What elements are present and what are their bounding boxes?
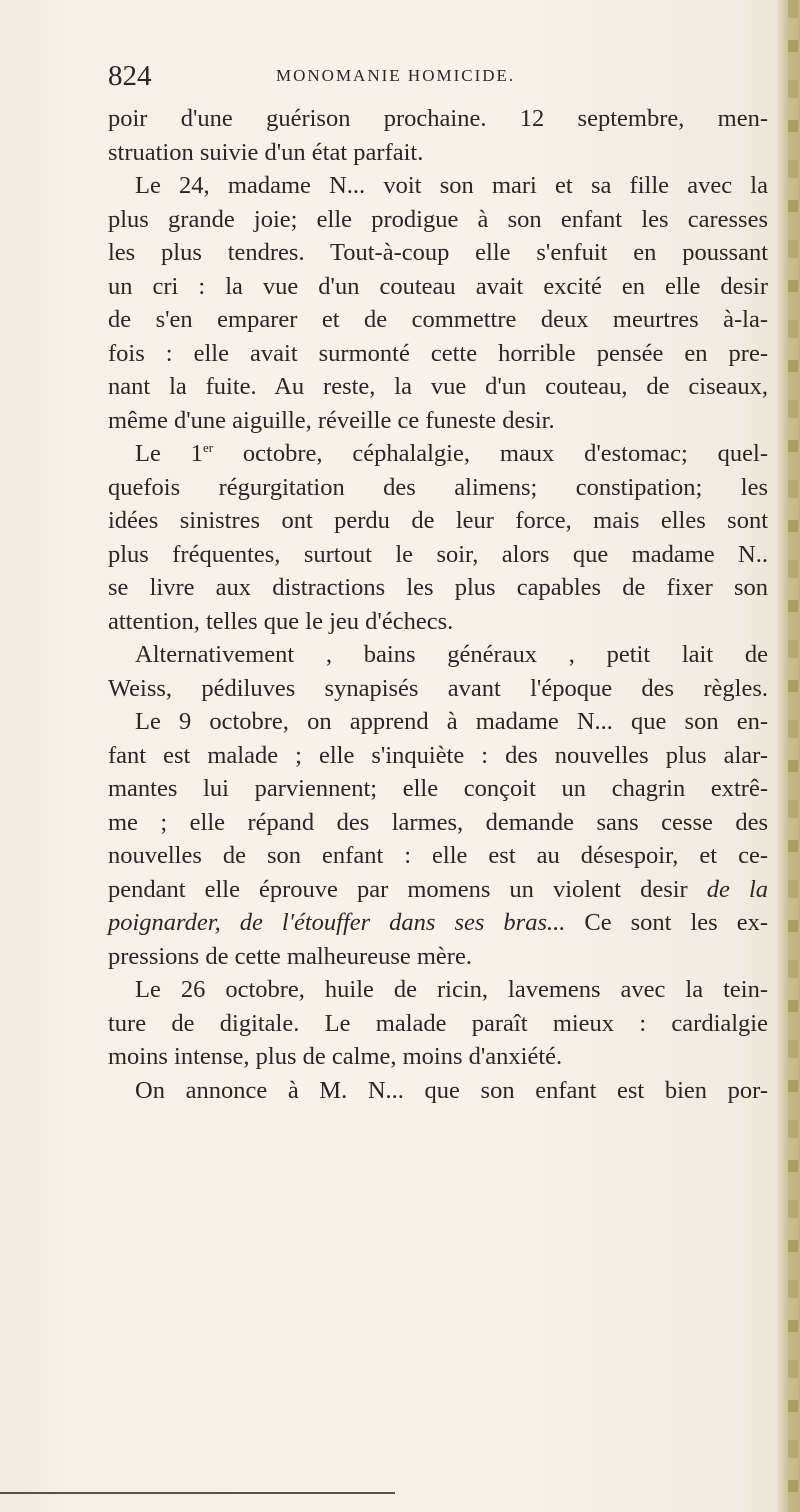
text-line: Le 26 octobre, huile de ricin, lavemens avec la tein- <box>135 976 768 1003</box>
text-line: quefois régurgitation des alimens; constipation; les <box>108 473 768 501</box>
text-line: ture de digitale. Le malade paraît mieux : cardialgie <box>108 1009 768 1037</box>
bottom-rule <box>0 1492 395 1494</box>
text-line: Le 9 octobre, on apprend à madame N... que son en- <box>135 708 768 735</box>
text-line: Alternativement , bains généraux , petit lait de <box>135 641 768 668</box>
text-line-start: pendant elle éprouve par momens un violent desir <box>108 875 688 903</box>
text-line: moins intense, plus de calme, moins d'anxiété. <box>108 1043 563 1070</box>
text-line: les plus tendres. Tout-à-coup elle s'enfuit en poussant <box>108 239 768 266</box>
text-line-with-italic <box>108 906 768 940</box>
text-line: même d'une aiguille, réveille ce funeste desir. <box>108 406 555 434</box>
text-line: nouvelles de son enfant : elle est au désespoir, et ce- <box>108 842 768 869</box>
text-line: attention, telles que le jeu d'échecs. <box>108 607 454 635</box>
text-line: plus fréquentes, surtout le soir, alors que madame N.. <box>108 540 768 568</box>
text-line: struation suivie d'un état parfait. <box>108 138 424 166</box>
text-line: On annonce à M. N... que son enfant est bien por- <box>135 1076 768 1104</box>
page-number: 824 <box>108 60 152 92</box>
text-line: fant est malade ; elle s'inquiète : des nouvelles plus alar- <box>108 741 768 769</box>
text-line: nant la fuite. Au reste, la vue d'un couteau, de ciseaux, <box>108 373 768 400</box>
page-edge-stain <box>788 0 798 1512</box>
date-superscript: er <box>202 439 214 455</box>
body-text <box>108 102 768 1107</box>
text-line: Weiss, pédiluves synapisés avant l'époque des règles. <box>108 674 768 702</box>
text-line: Le 24, madame N... voit son mari et sa fille avec la <box>135 172 768 199</box>
text-line: de s'en emparer et de commettre deux meurtres à-la- <box>108 306 768 333</box>
text-line-end: Ce sont les ex- <box>584 909 768 936</box>
text-line: fois : elle avait surmonté cette horrible pensée en pre- <box>108 339 768 367</box>
text-line: pressions de cette malheureuse mère. <box>108 942 472 970</box>
text-line: plus grande joie; elle prodigue à son enfant les caresses <box>108 205 768 233</box>
text-line-rest: octobre, céphalalgie, maux d'estomac; quel- <box>242 440 769 467</box>
text-line: mantes lui parviennent; elle conçoit un chagrin extrê- <box>108 775 768 802</box>
date-prefix: Le 1 <box>135 440 203 467</box>
text-line-date <box>108 437 768 471</box>
running-title: MONOMANIE HOMICIDE. <box>276 66 516 85</box>
italic-phrase: de la <box>706 875 769 903</box>
text-line: poir d'une guérison prochaine. 12 septembre, men- <box>108 105 768 132</box>
text-line: se livre aux distractions les plus capables de fixer son <box>108 574 768 601</box>
text-line: idées sinistres ont perdu de leur force, mais elles sont <box>108 507 768 534</box>
text-line-with-italic <box>108 873 768 907</box>
text-line: un cri : la vue d'un couteau avait excité en elle desir <box>108 272 768 300</box>
italic-phrase: poignarder, de l'étouffer dans ses bras... <box>108 909 566 936</box>
page-header <box>108 60 748 90</box>
text-line: me ; elle répand des larmes, demande sans cesse des <box>108 808 768 836</box>
